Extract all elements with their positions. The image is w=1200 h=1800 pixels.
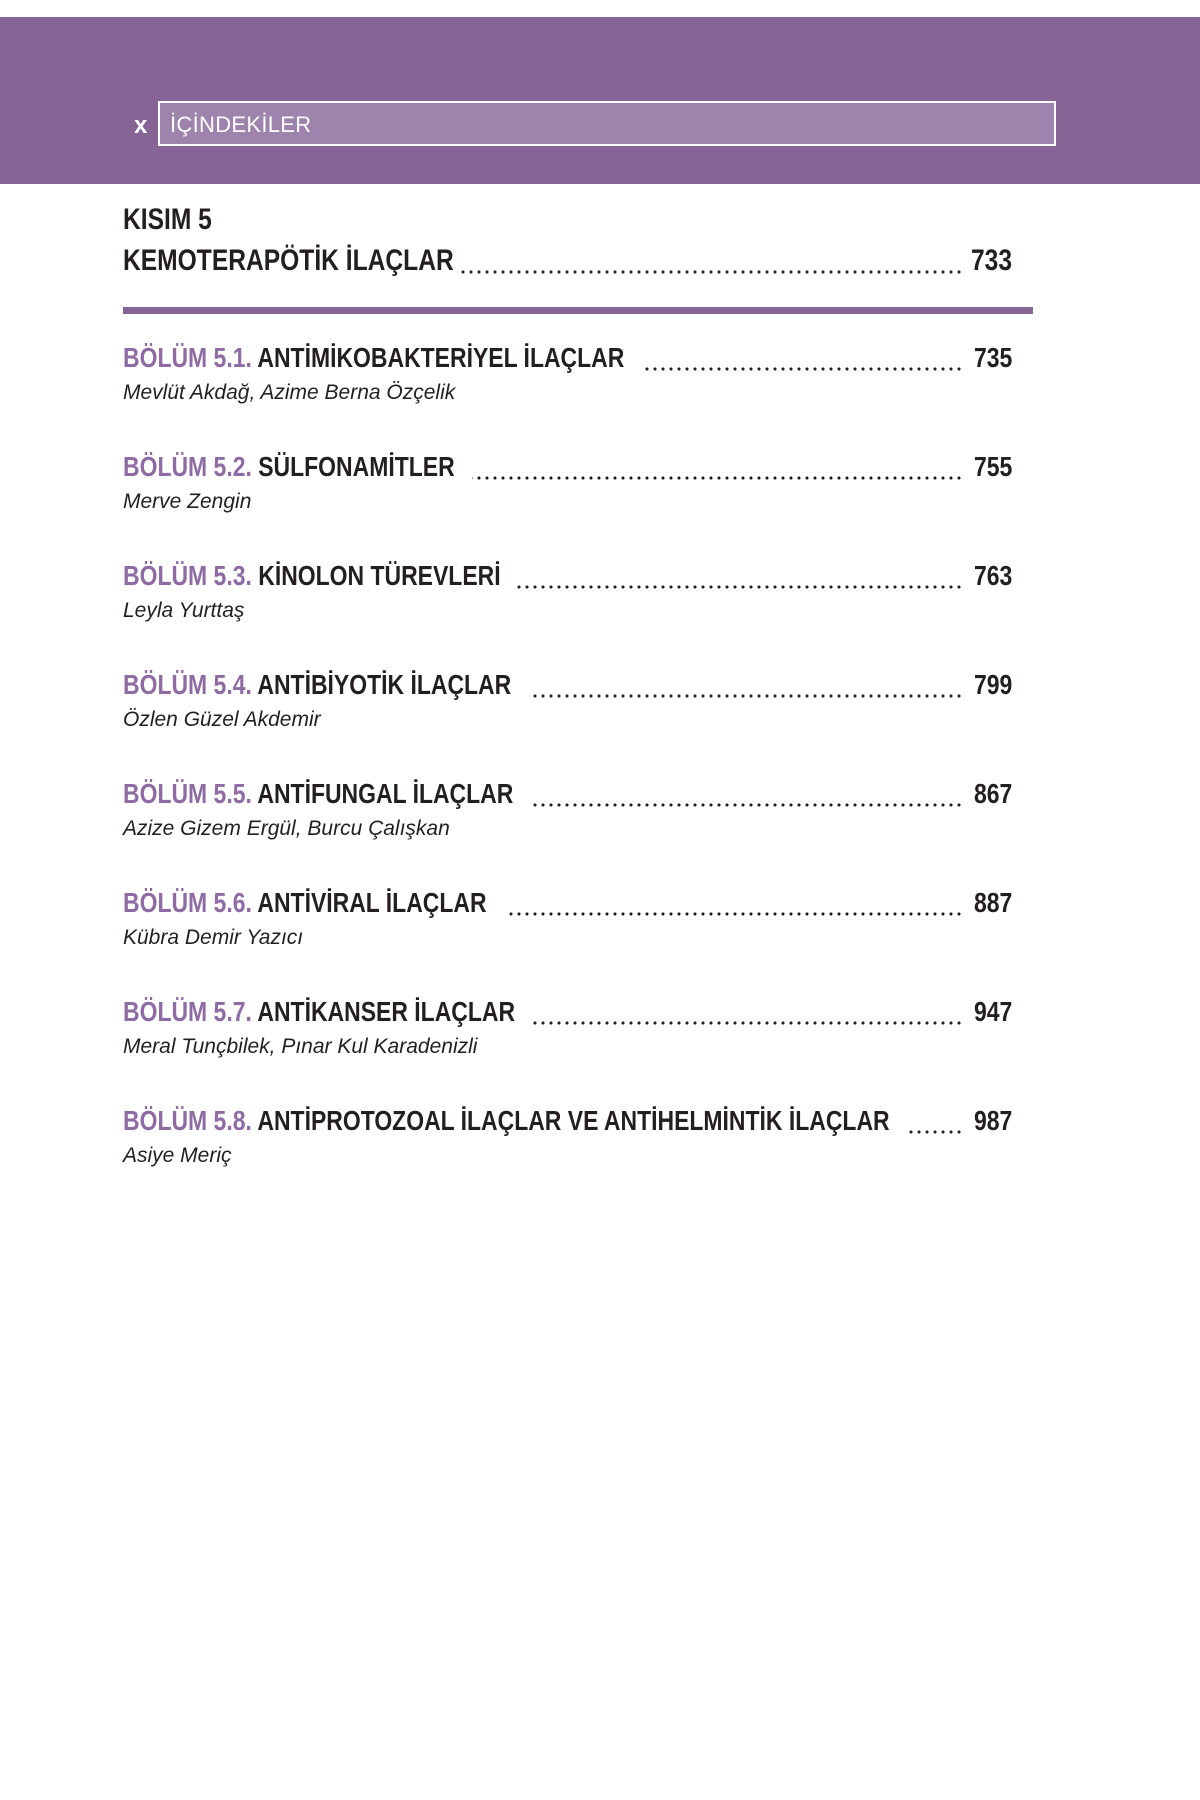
chapter-page-number-text: 947 (974, 996, 1013, 1027)
chapter-number: BÖLÜM 5.7. (123, 996, 252, 1027)
chapter-row[interactable] (123, 1103, 1021, 1143)
chapter-page-number (969, 449, 1021, 485)
chapter-heading (123, 340, 635, 376)
chapter-authors: Leyla Yurttaş (123, 599, 245, 622)
chapter-heading (123, 885, 503, 921)
chapter-number: BÖLÜM 5.8. (123, 1105, 252, 1136)
chapter-heading (123, 558, 509, 594)
chapter-page-number-text: 763 (974, 560, 1013, 591)
chapter-number: BÖLÜM 5.4. (123, 669, 252, 700)
dot-leader (533, 694, 963, 698)
chapter-entry[interactable] (123, 340, 1021, 449)
chapter-number: BÖLÜM 5.1. (123, 342, 252, 373)
chapter-heading (123, 994, 527, 1030)
chapter-title: KİNOLON TÜREVLERİ (258, 560, 501, 591)
chapter-page-number (969, 1103, 1021, 1139)
chapter-number: BÖLÜM 5.2. (123, 451, 252, 482)
dot-leader (515, 585, 963, 589)
chapter-number: BÖLÜM 5.3. (123, 560, 252, 591)
dot-leader (533, 803, 963, 807)
chapter-page-number-text: 735 (974, 342, 1013, 373)
chapter-entry[interactable] (123, 885, 1021, 994)
part-page-number-text: 733 (970, 244, 1012, 277)
chapter-number: BÖLÜM 5.5. (123, 778, 252, 809)
chapter-row[interactable] (123, 776, 1021, 816)
chapter-title: ANTİFUNGAL İLAÇLAR (257, 778, 514, 809)
chapter-heading (123, 667, 527, 703)
chapter-row[interactable] (123, 994, 1021, 1034)
header-title-box (158, 101, 1056, 146)
dot-leader (459, 270, 963, 274)
chapter-entry[interactable] (123, 558, 1021, 667)
chapter-row[interactable] (123, 340, 1021, 380)
chapter-title: ANTİMİKOBAKTERİYEL İLAÇLAR (257, 342, 625, 373)
section-divider (123, 307, 1033, 314)
chapter-title: SÜLFONAMİTLER (258, 451, 455, 482)
chapter-page-number-text: 867 (974, 778, 1013, 809)
dot-leader (472, 476, 963, 480)
chapter-page-number-text: 887 (974, 887, 1013, 918)
chapter-entry[interactable] (123, 776, 1021, 885)
chapter-page-number (969, 558, 1021, 594)
chapter-authors: Kübra Demir Yazıcı (123, 926, 304, 949)
chapter-list (123, 340, 1021, 1212)
chapter-number: BÖLÜM 5.6. (123, 887, 252, 918)
chapter-title: ANTİVİRAL İLAÇLAR (257, 887, 487, 918)
chapter-page-number-text: 799 (974, 669, 1013, 700)
chapter-entry[interactable] (123, 1103, 1021, 1212)
chapter-page-number (969, 994, 1021, 1030)
part-title-text: KEMOTERAPÖTİK İLAÇLAR (123, 244, 454, 277)
chapter-authors: Mevlüt Akdağ, Azime Berna Özçelik (123, 381, 456, 404)
chapter-heading (123, 776, 527, 812)
page-number-roman: x (134, 112, 148, 139)
chapter-entry[interactable] (123, 667, 1021, 776)
chapter-heading (123, 1103, 903, 1139)
chapter-row[interactable] (123, 885, 1021, 925)
chapter-entry[interactable] (123, 449, 1021, 558)
chapter-page-number (969, 885, 1021, 921)
chapter-row[interactable] (123, 667, 1021, 707)
chapter-title: ANTİBİYOTİK İLAÇLAR (257, 669, 512, 700)
chapter-page-number (969, 776, 1021, 812)
chapter-title: ANTİKANSER İLAÇLAR (257, 996, 516, 1027)
dot-leader (909, 1130, 963, 1134)
chapter-page-number-text: 987 (974, 1105, 1013, 1136)
part-label-text: KISIM 5 (123, 203, 212, 236)
dot-leader (533, 1021, 963, 1025)
part-title-row[interactable] (123, 243, 1021, 283)
part-label (123, 202, 231, 238)
chapter-row[interactable] (123, 449, 1021, 489)
dot-leader (641, 367, 963, 371)
chapter-authors: Asiye Meriç (123, 1144, 232, 1167)
chapter-authors: Meral Tunçbilek, Pınar Kul Karadenizli (123, 1035, 478, 1058)
chapter-title: ANTİPROTOZOAL İLAÇLAR VE ANTİHELMİNTİK İLAÇLAR (257, 1105, 890, 1136)
chapter-authors: Merve Zengin (123, 490, 252, 513)
part-title (123, 243, 453, 279)
chapter-page-number (969, 667, 1021, 703)
chapter-authors: Özlen Güzel Akdemir (123, 708, 321, 731)
chapter-page-number-text: 755 (974, 451, 1013, 482)
chapter-entry[interactable] (123, 994, 1021, 1103)
chapter-heading (123, 449, 466, 485)
chapter-row[interactable] (123, 558, 1021, 598)
part-page-number (969, 243, 1021, 279)
dot-leader (509, 912, 963, 916)
chapter-authors: Azize Gizem Ergül, Burcu Çalışkan (123, 817, 450, 840)
header-title: İÇİNDEKİLER (170, 112, 312, 137)
chapter-page-number (969, 340, 1021, 376)
